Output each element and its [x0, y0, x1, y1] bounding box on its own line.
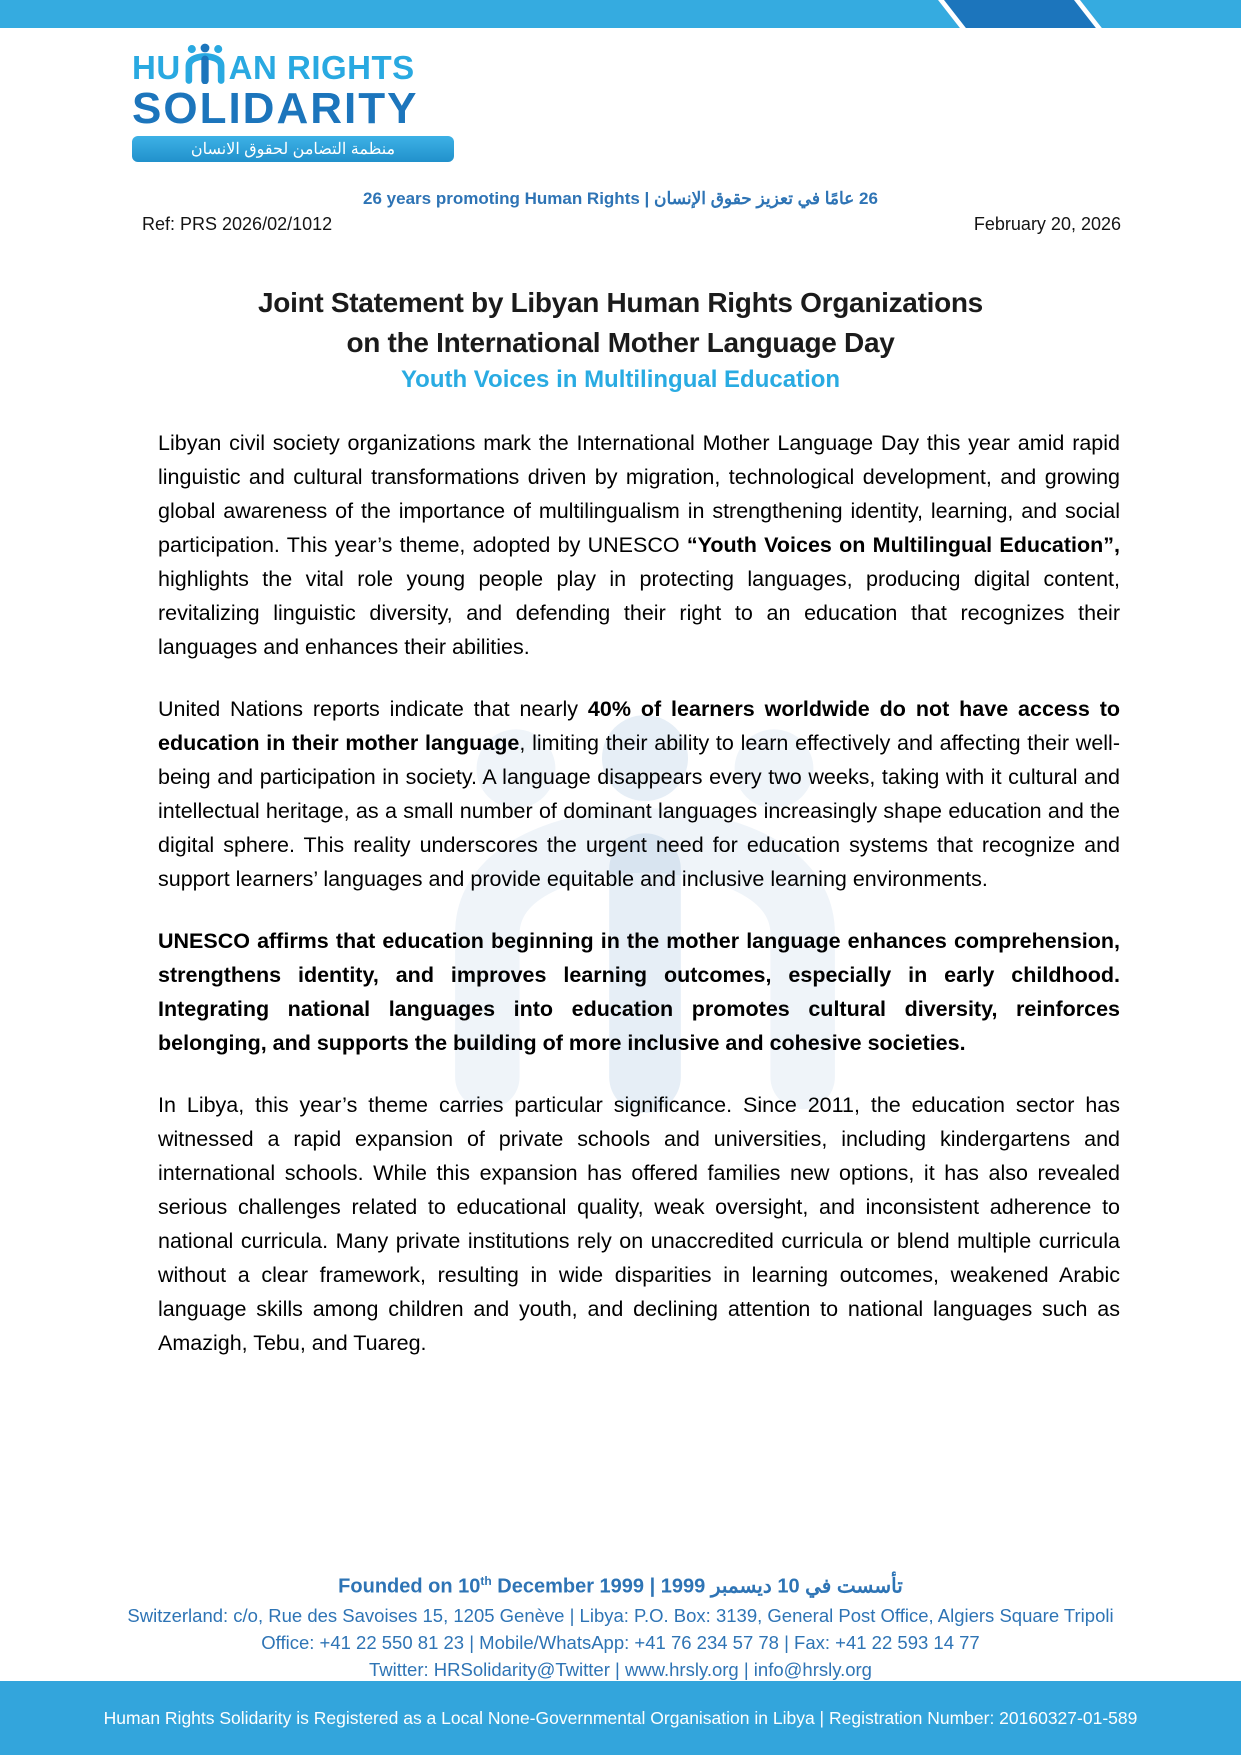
- text-segment-bold: 40% of learners worldwide do not have access to education in their mother language: [158, 697, 1120, 755]
- registration-text: Human Rights Solidarity is Registered as a Local None-Governmental Organisation in Libya | Registration Number: 20160327-01-589: [103, 1707, 1138, 1728]
- tagline-arabic: 26 عامًا في تعزيز حقوق الإنسان: [654, 189, 878, 208]
- phone-line: Office: +41 22 550 81 23 | Mobile/WhatsApp: +41 76 234 57 78 | Fax: +41 22 593 14 77: [261, 1631, 980, 1653]
- reference-row: [142, 214, 1121, 235]
- address-line: Switzerland: c/o, Rue des Savoises 15, 1205 Genève | Libya: P.O. Box: 3139, General Post Office, Algiers Square Tripoli: [127, 1604, 1114, 1626]
- founded-text: Founded on 10: [338, 1575, 481, 1598]
- founded-text-mid: December 1999 |: [491, 1575, 656, 1598]
- web-contact-line: Twitter: HRSolidarity@Twitter | www.hrsly.org | info@hrsly.org: [369, 1658, 872, 1680]
- text-segment-bold: UNESCO affirms that education beginning in the mother language enhances comprehension, strengthens identity, and improves learning outcomes, especially in early childhood. Integrating national languages into education promotes cultural diversity, reinforces belonging, and supports the building of more inclusive and cohesive societies.: [158, 929, 1120, 1055]
- text-segment: highlights the vital role young people play in protecting languages, producing digital content, revitalizing linguistic diversity, and defending their right to an education that recognizes their languages and enhances their abilities.: [158, 567, 1120, 659]
- logo-arabic-text: منظمة التضامن لحقوق الانسان: [190, 141, 396, 158]
- founded-line: [0, 1566, 1241, 1602]
- statement-body: [158, 426, 1120, 1388]
- logo-text-an-rights: AN RIGHTS: [228, 49, 415, 86]
- top-decorative-bar: [0, 0, 1241, 28]
- organization-logo: [132, 42, 472, 162]
- registration-bar: [0, 1681, 1241, 1755]
- text-segment: United Nations reports indicate that nearly: [158, 697, 588, 721]
- logo-line-solidarity: SOLIDARITY: [132, 84, 419, 133]
- text-segment: , limiting their ability to learn effectively and affecting their well-being and participation in society. A language disappears every two weeks, taking with it cultural and intellectual heritage, as a small number of dominant languages increasingly shape education and the digital sphere. This reality underscores the urgent need for education systems that recognize and support learners’ languages and provide equitable and inclusive learning environments.: [158, 731, 1120, 891]
- hrs-people-icon: [183, 42, 227, 84]
- logo-text-hu: HU: [132, 49, 181, 86]
- logo-arabic-banner: [132, 136, 454, 162]
- title-line-1: Joint Statement by Libyan Human Rights Organizations: [258, 287, 983, 318]
- paragraph-1: [158, 426, 1120, 664]
- footer-contact-block: [0, 1566, 1241, 1683]
- paragraph-2: [158, 692, 1120, 896]
- top-bar-accent-parallelogram: [938, 0, 1102, 28]
- reference-number: Ref: PRS 2026/02/1012: [142, 214, 333, 234]
- founded-ordinal: th: [480, 1574, 492, 1588]
- paragraph-3: [158, 924, 1120, 1060]
- logo-line-human-rights: [132, 42, 472, 84]
- statement-subtitle: Youth Voices in Multilingual Education: [400, 366, 841, 393]
- text-segment: In Libya, this year’s theme carries particular significance. Since 2011, the education sector has witnessed a rapid expansion of private schools and universities, including kindergartens and international schools. While this expansion has offered families new options, it has also revealed serious challenges related to educational quality, weak oversight, and inconsistent adherence to national curricula. Many private institutions rely on unaccredited curricula or blend multiple curricula without a clear framework, resulting in wide disparities in learning outcomes, weakened Arabic language skills among children and youth, and declining attention to national languages such as Amazigh, Tebu, and Tuareg.: [158, 1093, 1120, 1355]
- anniversary-tagline: [0, 189, 1241, 209]
- founded-arabic: تأسست في 10 ديسمبر 1999: [660, 1575, 903, 1598]
- text-segment-bold: “Youth Voices on Multilingual Education”,: [686, 533, 1120, 557]
- statement-title: [0, 283, 1241, 363]
- title-line-2: on the International Mother Language Day: [346, 327, 895, 358]
- document-date: February 20, 2026: [973, 214, 1121, 234]
- tagline-english: 26 years promoting Human Rights |: [363, 189, 650, 208]
- text-segment: Libyan civil society organizations mark the International Mother Language Day this year amid rapid linguistic and cultural transformations driven by migration, technological development, and growing global awareness of the importance of multilingualism in strengthening identity, learning, and social participation. This year’s theme, adopted by UNESCO: [158, 431, 1120, 557]
- paragraph-4: [158, 1088, 1120, 1360]
